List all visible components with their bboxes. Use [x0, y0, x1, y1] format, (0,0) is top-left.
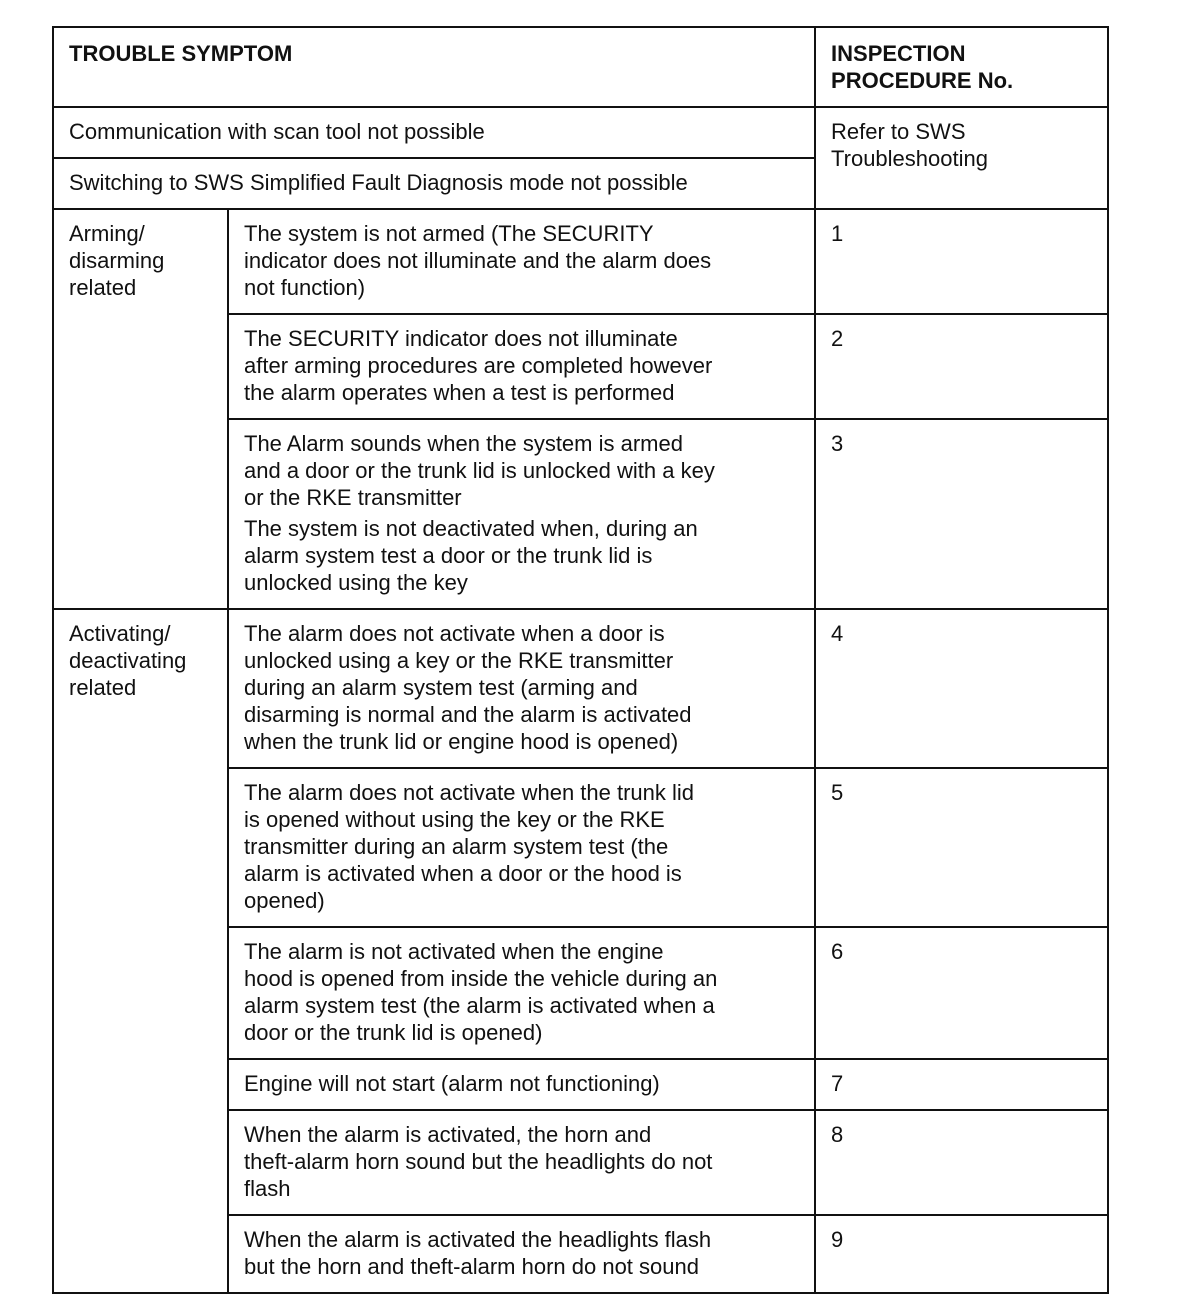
procedure-number-cell [815, 1215, 1108, 1293]
general-row [53, 107, 1108, 158]
trouble-symptom-table [52, 26, 1109, 1294]
procedure-number-cell [815, 314, 1108, 419]
procedure-number-cell [815, 419, 1108, 609]
procedure-number-cell [815, 209, 1108, 314]
general-symptom-text: Switching to SWS Simplified Fault Diagnosis mode not possible [69, 170, 688, 195]
symptom-line: flash [244, 1176, 291, 1201]
symptom-line: the alarm operates when a test is performed [244, 380, 675, 405]
symptom-paragraph [244, 325, 800, 406]
symptom-paragraph [244, 1121, 800, 1202]
symptom-line: transmitter during an alarm system test (the [244, 834, 669, 859]
symptom-cell [228, 1059, 815, 1110]
symptom-line: unlocked using a key or the RKE transmitter [244, 648, 674, 673]
category-cell [53, 609, 228, 1293]
symptom-cell [228, 1110, 815, 1215]
symptom-paragraph [244, 515, 800, 596]
symptom-paragraph [244, 1226, 800, 1280]
symptom-row [53, 609, 1108, 768]
symptom-cell [228, 768, 815, 927]
procedure-number: 8 [831, 1122, 844, 1147]
general-symptom-cell [53, 107, 815, 158]
symptom-line: When the alarm is activated the headlights flash [244, 1227, 712, 1252]
procedure-number: 4 [831, 621, 844, 646]
symptom-line: Engine will not start (alarm not functioning) [244, 1071, 660, 1096]
symptom-line: The system is not armed (The SECURITY [244, 221, 654, 246]
symptom-line: The alarm does not activate when the trunk lid [244, 780, 695, 805]
symptom-line: not function) [244, 275, 366, 300]
symptom-line: alarm system test (the alarm is activated when a [244, 993, 715, 1018]
symptom-paragraph [244, 779, 800, 914]
symptom-line: after arming procedures are completed however [244, 353, 713, 378]
symptom-line: alarm system test a door or the trunk lid is [244, 543, 653, 568]
procedure-number: 7 [831, 1071, 844, 1096]
general-symptom-text: Communication with scan tool not possible [69, 119, 485, 144]
symptom-line: theft-alarm horn sound but the headlights do not [244, 1149, 713, 1174]
symptom-row [53, 209, 1108, 314]
procedure-number: 2 [831, 326, 844, 351]
symptom-line: indicator does not illuminate and the alarm does [244, 248, 712, 273]
symptom-line: and a door or the trunk lid is unlocked with a key [244, 458, 715, 483]
symptom-paragraph [244, 938, 800, 1046]
category-line: Activating/ [69, 621, 171, 646]
procedure-number-cell [815, 768, 1108, 927]
procedure-number: 9 [831, 1227, 844, 1252]
category-line: Arming/ [69, 221, 145, 246]
symptom-line: or the RKE transmitter [244, 485, 462, 510]
symptom-cell [228, 209, 815, 314]
procedure-number: 6 [831, 939, 844, 964]
symptom-line: disarming is normal and the alarm is activated [244, 702, 692, 727]
symptom-line: The SECURITY indicator does not illuminate [244, 326, 678, 351]
header-procedure-line: INSPECTION [831, 41, 966, 66]
header-inspection-procedure [815, 27, 1108, 107]
symptom-line: The alarm is not activated when the engine [244, 939, 664, 964]
procedure-number-cell [815, 927, 1108, 1059]
procedure-number-cell [815, 609, 1108, 768]
symptom-line: unlocked using the key [244, 570, 468, 595]
symptom-line: during an alarm system test (arming and [244, 675, 638, 700]
symptom-line: hood is opened from inside the vehicle during an [244, 966, 718, 991]
symptom-paragraph [244, 220, 800, 301]
symptom-paragraph [244, 430, 800, 511]
table-body [53, 27, 1108, 1293]
procedure-number: 3 [831, 431, 844, 456]
category-line: deactivating [69, 648, 187, 673]
header-symptom-text: TROUBLE SYMPTOM [69, 41, 293, 66]
symptom-cell [228, 927, 815, 1059]
symptom-line: when the trunk lid or engine hood is opened) [244, 729, 679, 754]
procedure-number-cell [815, 1059, 1108, 1110]
symptom-line: is opened without using the key or the RKE [244, 807, 665, 832]
symptom-paragraph [244, 1070, 800, 1097]
header-procedure-line: PROCEDURE No. [831, 68, 1014, 93]
symptom-line: The Alarm sounds when the system is armed [244, 431, 683, 456]
symptom-line: The alarm does not activate when a door is [244, 621, 665, 646]
header-row [53, 27, 1108, 107]
symptom-cell [228, 609, 815, 768]
general-procedure-line: Troubleshooting [831, 146, 988, 171]
symptom-line: door or the trunk lid is opened) [244, 1020, 543, 1045]
symptom-line: The system is not deactivated when, during an [244, 516, 698, 541]
procedure-number: 5 [831, 780, 844, 805]
procedure-number: 1 [831, 221, 844, 246]
symptom-cell [228, 1215, 815, 1293]
general-symptom-cell [53, 158, 815, 209]
category-line: related [69, 275, 137, 300]
symptom-cell [228, 314, 815, 419]
symptom-line: but the horn and theft-alarm horn do not sound [244, 1254, 699, 1279]
general-procedure-line: Refer to SWS [831, 119, 966, 144]
header-trouble-symptom [53, 27, 815, 107]
symptom-line: alarm is activated when a door or the hood is [244, 861, 682, 886]
category-line: related [69, 675, 137, 700]
symptom-line: When the alarm is activated, the horn and [244, 1122, 652, 1147]
symptom-cell [228, 419, 815, 609]
symptom-line: opened) [244, 888, 325, 913]
procedure-number-cell [815, 1110, 1108, 1215]
category-line: disarming [69, 248, 165, 273]
category-cell [53, 209, 228, 609]
symptom-paragraph [244, 620, 800, 755]
general-procedure-cell [815, 107, 1108, 209]
